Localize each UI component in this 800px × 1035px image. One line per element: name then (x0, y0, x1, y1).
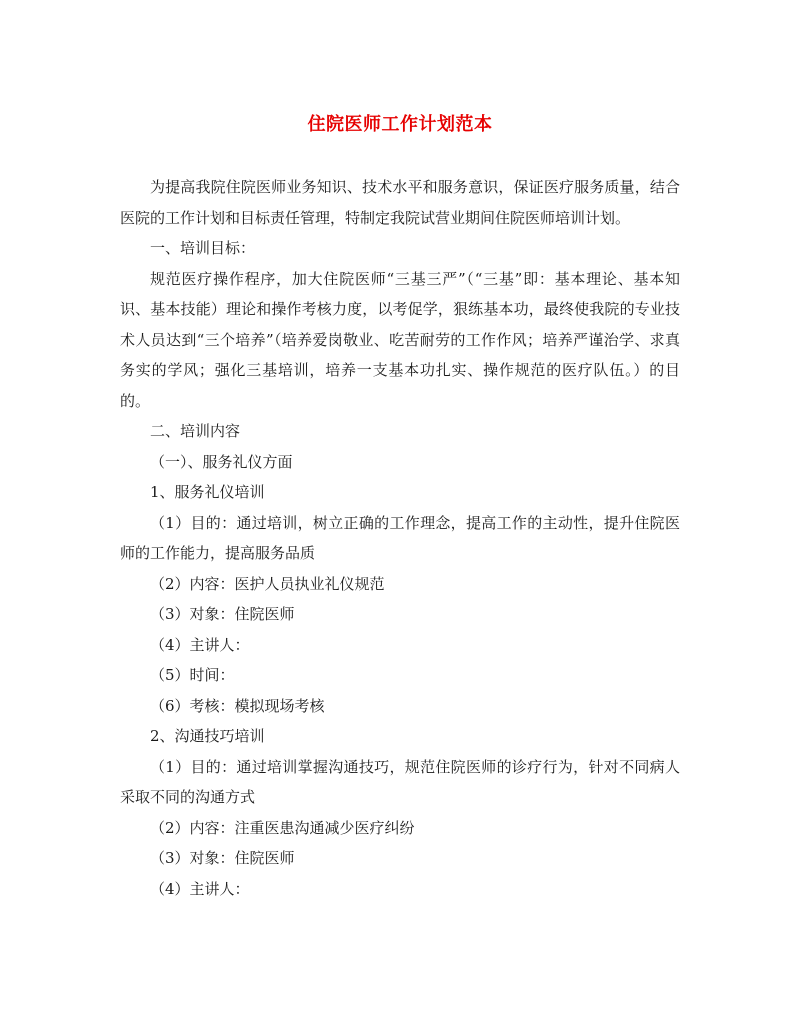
section-heading-training-content: 二、培训内容 (150, 422, 241, 440)
list-item: （4）主讲人： (150, 635, 250, 654)
document-body (120, 172, 680, 904)
paragraph-intro: 为提高我院住院医师业务知识、技术水平和服务意识，保证医疗服务质量，结合医院的工作计划和目标责任管理，特制定我院试营业期间住院医师培训计划。 (120, 178, 680, 227)
subsection-heading-etiquette: （一）、服务礼仪方面 (150, 452, 293, 471)
list-item: （2）内容：注重医患沟通减少医疗纠纷 (150, 818, 415, 837)
list-item: （4）主讲人： (150, 879, 250, 898)
list-item: （3）对象：住院医师 (150, 605, 295, 623)
list-item: （1）目的：通过培训掌握沟通技巧，规范住院医师的诊疗行为，针对不同病人采取不同的沟通方式 (120, 757, 680, 806)
list-item: （6）考核：模拟现场考核 (150, 696, 325, 715)
paragraph-training-goal: 规范医疗操作程序，加大住院医师“三基三严”（“三基”即：基本理论、基本知识、基本技能）理论和操作考核力度，以考促学，狠练基本功，最终使我院的专业技术人员达到“三个培养”（培养爱岗敬业、吃苦耐劳的工作作风；培养严谨治学、求真务实的学风；强化三基培训，培养一支基本功扎实、操作规范的医疗队伍。）的目的。 (120, 269, 680, 410)
list-item: （3）对象：住院医师 (150, 849, 295, 867)
list-item: （1）目的：通过培训，树立正确的工作理念，提高工作的主动性，提升住院医师的工作能力，提高服务品质 (120, 513, 680, 562)
section-heading-training-goal: 一、培训目标： (150, 239, 256, 257)
item-heading-communication-training: 2、沟通技巧培训 (150, 727, 265, 745)
list-item: （5）时间： (150, 666, 235, 684)
item-heading-etiquette-training: 1、服务礼仪培训 (150, 483, 265, 501)
list-item: （2）内容：医护人员执业礼仪规范 (150, 574, 385, 593)
document-title: 住院医师工作计划范本 (307, 114, 493, 135)
